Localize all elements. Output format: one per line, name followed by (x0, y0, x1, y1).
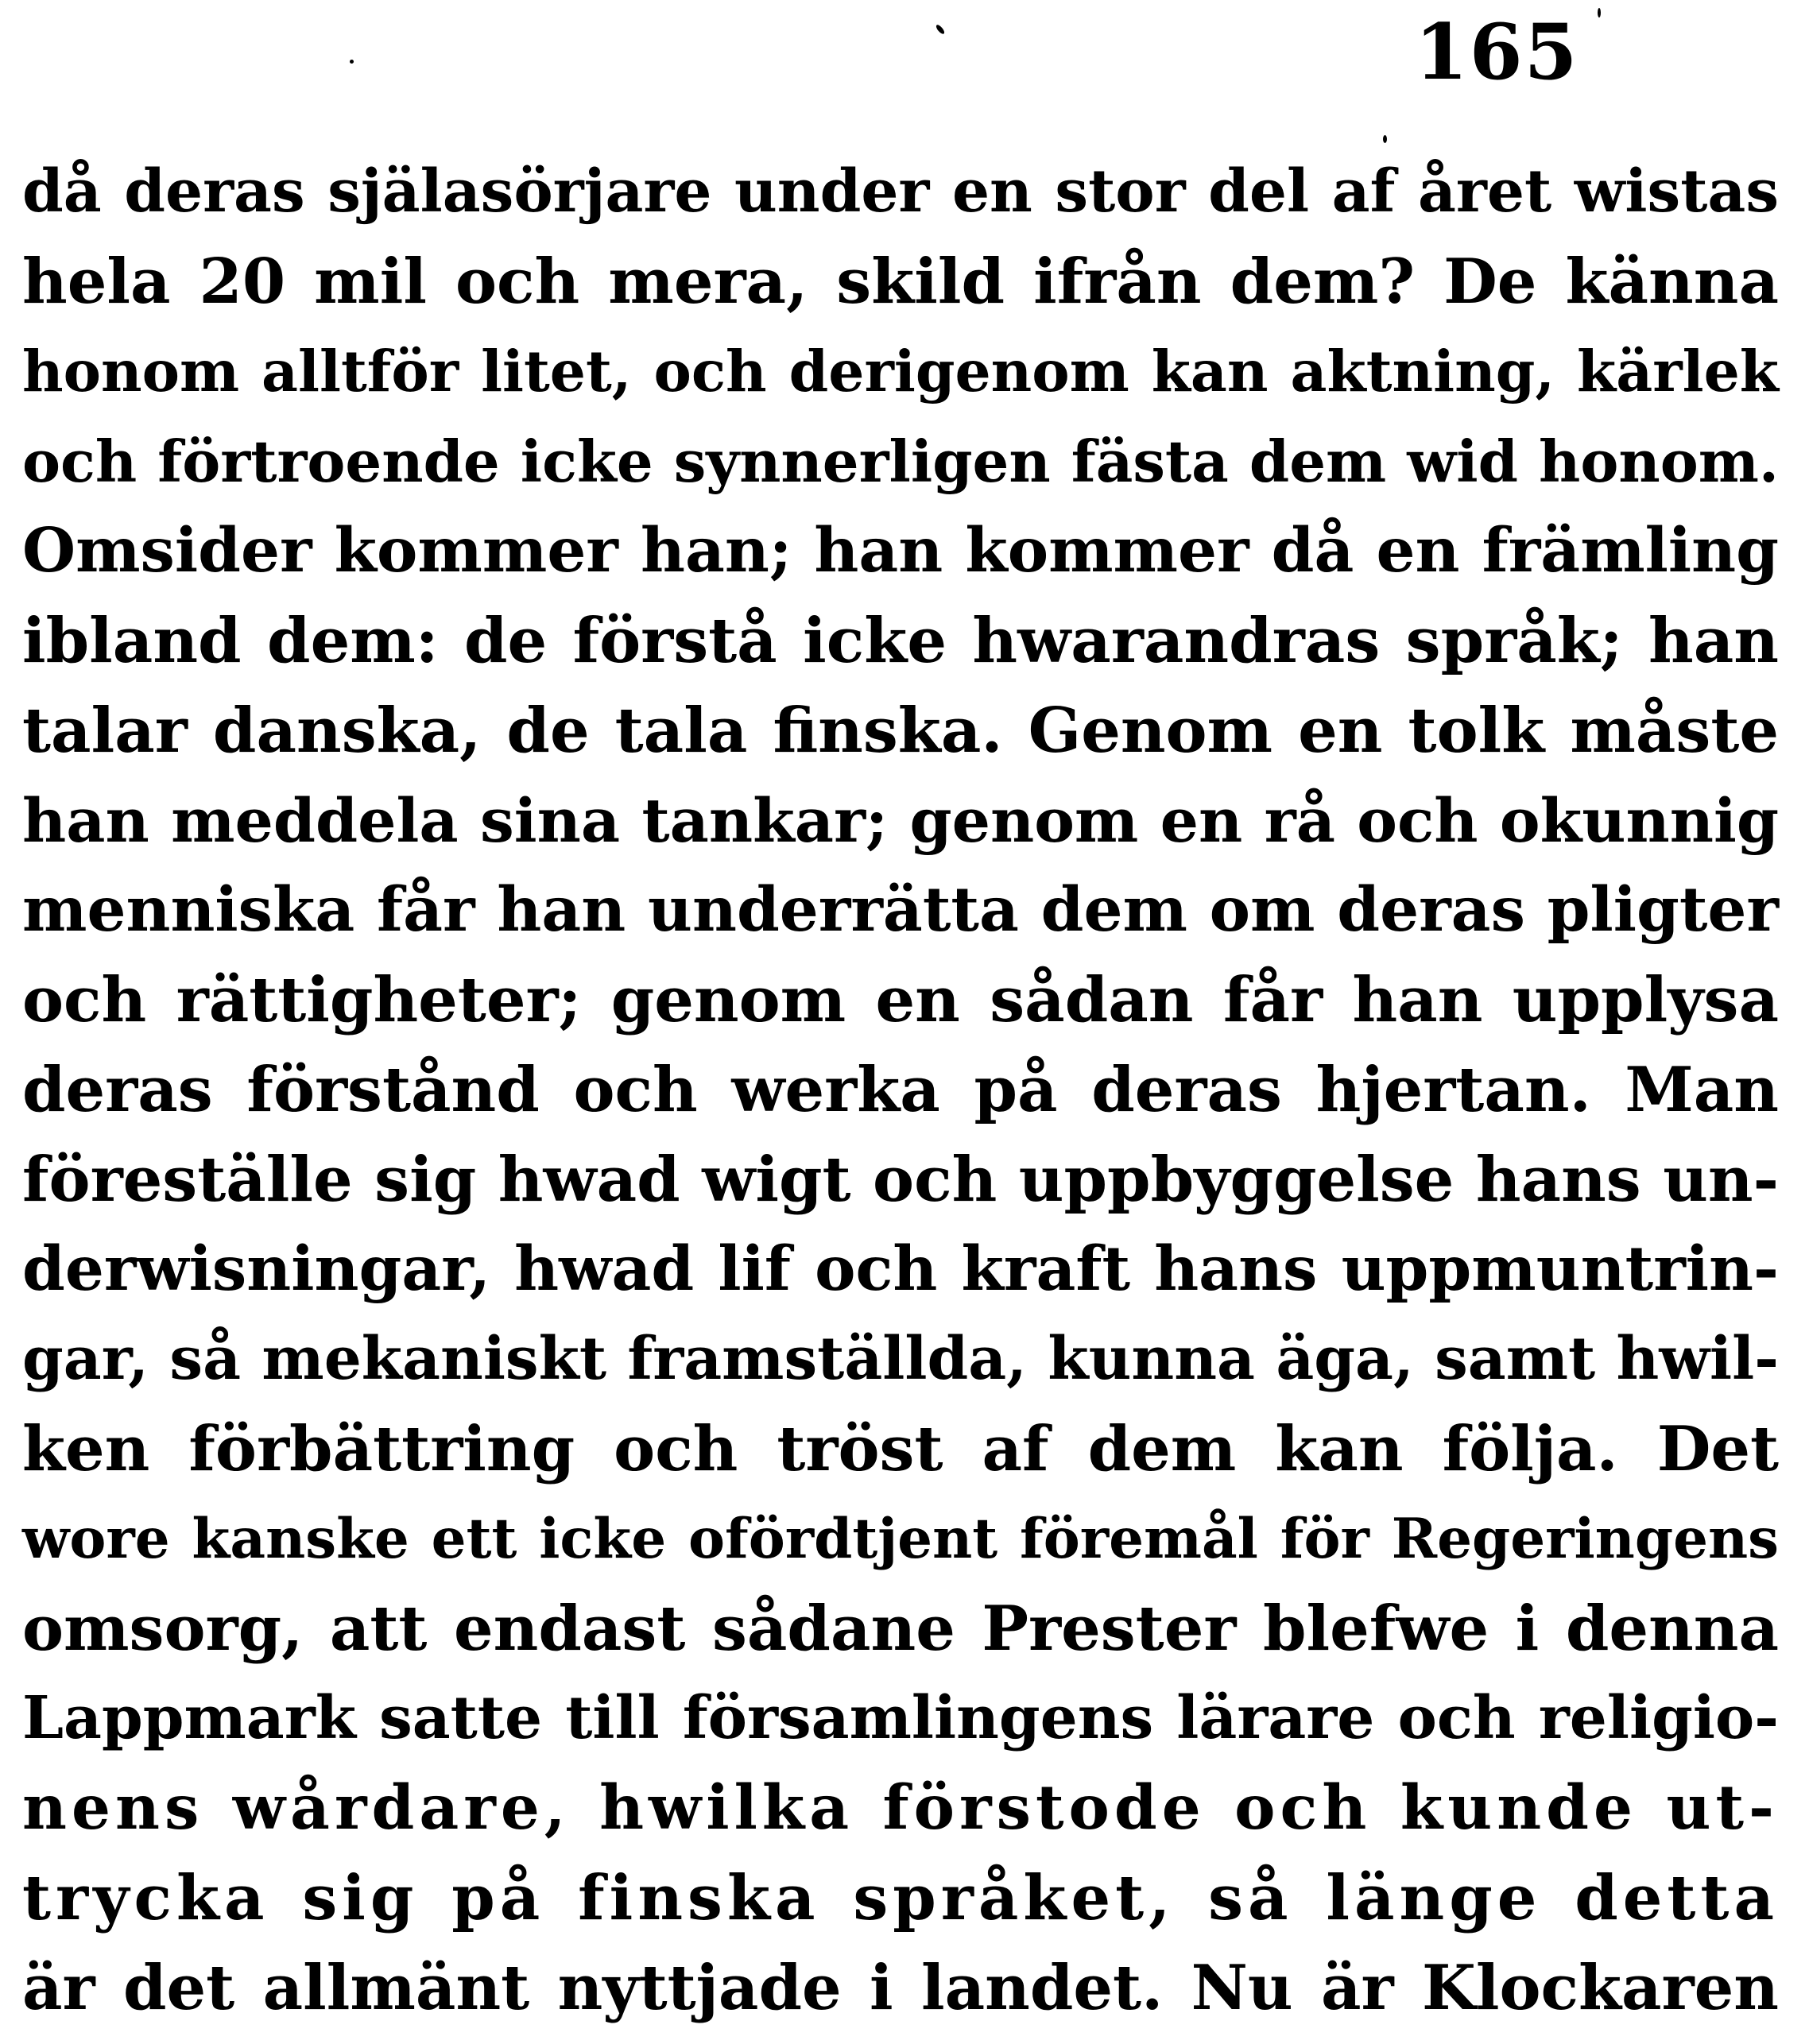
text-line: hela 20 mil och mera, skild ifrån dem? De känna (22, 246, 1779, 318)
text-line: wore kanske ett icke ofördtjent föremål för Regeringens (22, 1507, 1779, 1571)
text-line: och förtroende icke synnerligen fästa dem wid honom. (22, 428, 1779, 495)
text-line: och rättigheter; genom en sådan får han upplysa (22, 964, 1779, 1036)
scan-speck (1383, 135, 1387, 143)
text-line: föreställe sig hwad wigt och uppbyggelse hans un- (22, 1144, 1779, 1216)
text-line: han meddela sina tankar; genom en rå och okunnig (22, 785, 1779, 856)
text-line: Omsider kommer han; han kommer då en främling (22, 515, 1779, 586)
body-text (22, 147, 1779, 2033)
text-line: är det allmänt nyttjade i landet. Nu är Klockaren (22, 1952, 1779, 2024)
scan-speck (1598, 8, 1601, 17)
scan-speck (935, 24, 946, 36)
text-line: gar, så mekaniskt framställda, kunna äga, samt hwil- (22, 1325, 1779, 1393)
text-line: menniska får han underrätta dem om deras pligter (22, 874, 1779, 946)
text-line: honom alltför litet, och derigenom kan aktning, kärlek (22, 338, 1779, 405)
scan-speck (350, 60, 354, 64)
text-line: talar danska, de tala finska. Genom en tolk måste (22, 695, 1779, 767)
text-line: ibland dem: de förstå icke hwarandras språk; han (22, 605, 1779, 677)
text-line: Lappmark satte till församlingens lärare och religio- (22, 1684, 1779, 1752)
text-line: nens wårdare, hwilka förstode och kunde ut- (22, 1772, 1779, 1844)
text-line: omsorg, att endast sådane Prester blefwe i denna (22, 1593, 1779, 1665)
text-line: derwisningar, hwad lif och kraft hans uppmuntrin- (22, 1233, 1779, 1305)
page-number: 165 (1415, 7, 1579, 97)
text-line: ken förbättring och tröst af dem kan följa. Det (22, 1413, 1779, 1485)
text-line: deras förstånd och werka på deras hjertan. Man (22, 1054, 1779, 1126)
text-line: trycka sig på finska språket, så länge detta (22, 1862, 1779, 1934)
text-line: då deras själasörjare under en stor del af året wistas (22, 157, 1779, 226)
